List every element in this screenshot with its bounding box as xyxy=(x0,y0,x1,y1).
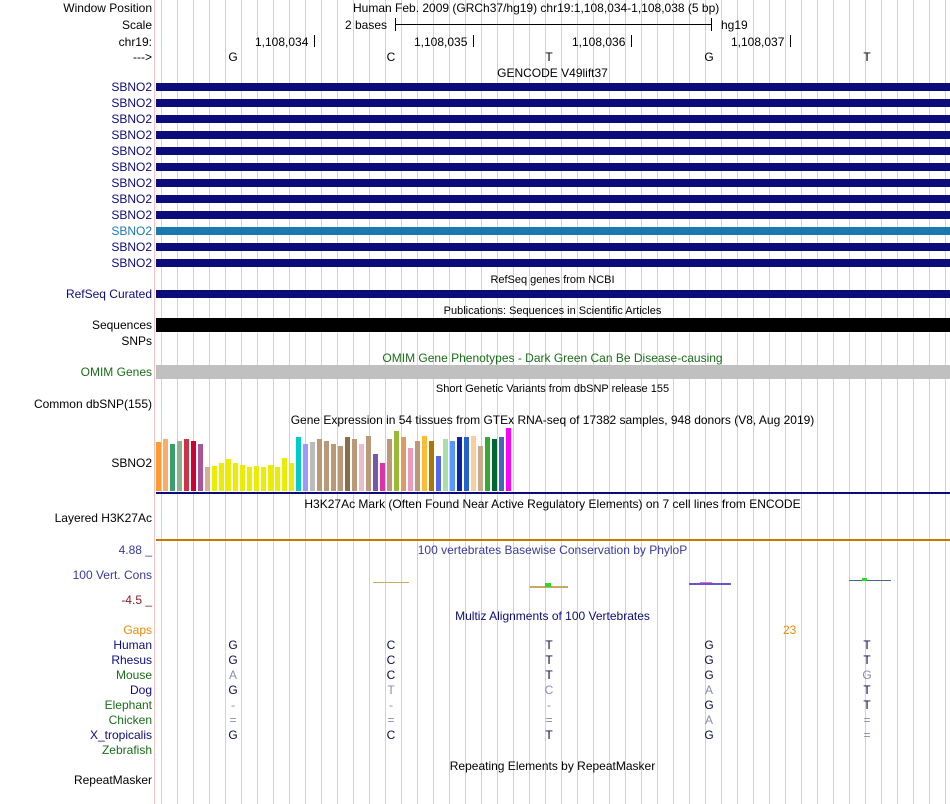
gtex-tissue-bar[interactable] xyxy=(184,439,189,491)
h3k27ac-label[interactable]: Layered H3K27Ac xyxy=(54,511,152,525)
aligned-base: T xyxy=(863,638,871,652)
gtex-chart[interactable] xyxy=(156,428,950,491)
gtex-tissue-bar[interactable] xyxy=(226,459,231,491)
gtex-tissue-bar[interactable] xyxy=(156,442,161,491)
gencode-gene-label[interactable]: SBNO2 xyxy=(111,96,152,110)
species-label[interactable]: X_tropicalis xyxy=(89,728,152,742)
gtex-tissue-bar[interactable] xyxy=(212,466,217,491)
aligned-base: = xyxy=(387,713,395,727)
scale-label: Scale xyxy=(121,18,152,32)
scale-left-text: 2 bases xyxy=(345,18,388,32)
coordinate-tick xyxy=(473,35,474,47)
gencode-transcript-bar[interactable] xyxy=(156,115,950,123)
chrom-label: chr19: xyxy=(118,35,152,49)
window-position-label: Window Position xyxy=(63,1,152,15)
gtex-tissue-bar[interactable] xyxy=(254,466,259,491)
aligned-base: G xyxy=(228,728,238,742)
scale-right-text: hg19 xyxy=(721,18,748,32)
gtex-label[interactable]: SBNO2 xyxy=(111,456,152,470)
aligned-base: - xyxy=(231,698,235,712)
gencode-transcript-bar[interactable] xyxy=(156,163,950,171)
coordinate-label: 1,108,037 xyxy=(731,35,785,49)
gtex-tissue-bar[interactable] xyxy=(296,437,301,491)
gencode-gene-label[interactable]: SBNO2 xyxy=(111,128,152,142)
gencode-transcript-bar[interactable] xyxy=(156,99,950,107)
gtex-title: Gene Expression in 54 tissues from GTEx RNA-seq of 17382 samples, 948 donors (V8, Aug 2019) xyxy=(290,413,815,427)
window-position-text: Human Feb. 2009 (GRCh37/hg19) chr19:1,108,034-1,108,038 (5 bp) xyxy=(353,1,720,15)
aligned-base: C xyxy=(386,668,396,682)
gencode-gene-label[interactable]: SBNO2 xyxy=(111,160,152,174)
gtex-tissue-bar[interactable] xyxy=(275,467,280,491)
coordinate-label: 1,108,034 xyxy=(255,35,309,49)
left-label-divider xyxy=(154,0,155,804)
aligned-base: T xyxy=(863,698,871,712)
gtex-tissue-bar[interactable] xyxy=(317,439,322,491)
aligned-base: G xyxy=(228,638,238,652)
refseq-title: RefSeq genes from NCBI xyxy=(490,274,615,286)
aligned-base: G xyxy=(228,653,238,667)
species-label[interactable]: Rhesus xyxy=(111,653,152,667)
gencode-transcript-bar[interactable] xyxy=(156,147,950,155)
aligned-base: = xyxy=(545,713,553,727)
gtex-tissue-bar[interactable] xyxy=(506,428,511,491)
gtex-tissue-bar[interactable] xyxy=(233,463,238,491)
aligned-base: A xyxy=(228,668,237,682)
aligned-base: - xyxy=(389,698,393,712)
gtex-tissue-bar[interactable] xyxy=(394,431,399,491)
gtex-tissue-bar[interactable] xyxy=(205,467,210,491)
aligned-base: - xyxy=(547,698,551,712)
scale-bar xyxy=(395,24,712,25)
aligned-base: G xyxy=(704,698,714,712)
omim-title: OMIM Gene Phenotypes - Dark Green Can Be Disease-causing xyxy=(382,351,723,365)
aligned-base: = xyxy=(863,728,871,742)
gaps-label: Gaps xyxy=(123,623,152,637)
reference-base: G xyxy=(228,50,238,64)
gtex-tissue-bar[interactable] xyxy=(464,437,469,491)
h3k27ac-baseline xyxy=(156,539,950,541)
gtex-tissue-bar[interactable] xyxy=(163,439,168,491)
gtex-tissue-bar[interactable] xyxy=(471,436,476,491)
gtex-tissue-bar[interactable] xyxy=(352,439,357,491)
gtex-tissue-bar[interactable] xyxy=(177,441,182,491)
species-label[interactable]: Human xyxy=(113,638,152,652)
reference-base: G xyxy=(704,50,714,64)
omim-label[interactable]: OMIM Genes xyxy=(80,365,152,379)
gtex-tissue-bar[interactable] xyxy=(261,467,266,491)
gtex-tissue-bar[interactable] xyxy=(429,441,434,491)
gencode-gene-label[interactable]: SBNO2 xyxy=(111,240,152,254)
gtex-tissue-bar[interactable] xyxy=(443,439,448,491)
gencode-title: GENCODE V49lift37 xyxy=(497,66,608,80)
coordinate-tick xyxy=(790,35,791,47)
gtex-tissue-bar[interactable] xyxy=(380,463,385,491)
repeatmasker-label[interactable]: RepeatMasker xyxy=(73,773,152,787)
aligned-base: C xyxy=(386,638,396,652)
aligned-base: = xyxy=(863,713,871,727)
gencode-gene-label[interactable]: SBNO2 xyxy=(111,224,152,238)
gencode-gene-label[interactable]: SBNO2 xyxy=(111,176,152,190)
coordinate-tick xyxy=(631,35,632,47)
gtex-tissue-bar[interactable] xyxy=(345,437,350,491)
gtex-tissue-bar[interactable] xyxy=(191,441,196,491)
gtex-tissue-bar[interactable] xyxy=(170,444,175,491)
aligned-base: T xyxy=(545,668,553,682)
gencode-transcript-bar[interactable] xyxy=(156,259,950,267)
multiz-title: Multiz Alignments of 100 Vertebrates xyxy=(455,609,650,623)
aligned-base: A xyxy=(704,683,713,697)
gtex-tissue-bar[interactable] xyxy=(373,454,378,491)
aligned-base: T xyxy=(387,683,395,697)
dbsnp-title: Short Genetic Variants from dbSNP release 155 xyxy=(435,383,670,395)
scale-bar-right-end xyxy=(711,18,712,31)
species-label[interactable]: Dog xyxy=(129,683,152,697)
coordinate-label: 1,108,035 xyxy=(414,35,468,49)
species-label[interactable]: Zebrafish xyxy=(101,743,152,757)
omim-feature[interactable] xyxy=(156,365,950,379)
gtex-tissue-bar[interactable] xyxy=(485,437,490,491)
gtex-tissue-bar[interactable] xyxy=(310,442,315,491)
aligned-base: C xyxy=(544,683,554,697)
snps-label[interactable]: SNPs xyxy=(121,334,152,348)
aligned-base: T xyxy=(863,653,871,667)
gtex-tissue-bar[interactable] xyxy=(198,444,203,491)
gencode-gene-label[interactable]: SBNO2 xyxy=(111,144,152,158)
aligned-base: T xyxy=(863,683,871,697)
gtex-tissue-bar[interactable] xyxy=(492,439,497,491)
gtex-tissue-bar[interactable] xyxy=(289,463,294,491)
gencode-gene-label[interactable]: SBNO2 xyxy=(111,192,152,206)
gtex-tissue-bar[interactable] xyxy=(303,444,308,491)
aligned-base: C xyxy=(386,653,396,667)
dbsnp-label[interactable]: Common dbSNP(155) xyxy=(33,397,152,411)
gtex-tissue-bar[interactable] xyxy=(401,437,406,491)
gtex-tissue-bar[interactable] xyxy=(415,441,420,491)
gencode-transcript-bar[interactable] xyxy=(156,131,950,139)
phylop-min: -4.5 _ xyxy=(121,593,152,607)
aligned-base: G xyxy=(704,728,714,742)
gtex-tissue-bar[interactable] xyxy=(247,467,252,491)
refseq-feature[interactable] xyxy=(156,290,950,298)
aligned-base: T xyxy=(545,728,553,742)
gtex-tissue-bar[interactable] xyxy=(282,458,287,491)
phylop-max: 4.88 _ xyxy=(118,543,152,557)
aligned-base: G xyxy=(704,668,714,682)
gtex-tissue-bar[interactable] xyxy=(478,446,483,491)
gencode-transcript-bar[interactable] xyxy=(156,83,950,91)
coordinate-tick xyxy=(314,35,315,47)
gencode-transcript-bar[interactable] xyxy=(156,243,950,251)
sequences-label[interactable]: Sequences xyxy=(91,318,152,332)
gtex-tissue-bar[interactable] xyxy=(450,441,455,491)
gencode-gene-label[interactable]: SBNO2 xyxy=(111,80,152,94)
gtex-tissue-bar[interactable] xyxy=(422,436,427,491)
gtex-tissue-bar[interactable] xyxy=(359,444,364,491)
aligned-base: G xyxy=(862,668,872,682)
gaps-value: 23 xyxy=(783,623,797,637)
aligned-base: G xyxy=(704,638,714,652)
aligned-base: C xyxy=(386,728,396,742)
gtex-tissue-bar[interactable] xyxy=(219,463,224,491)
reference-base: T xyxy=(545,50,553,64)
reference-base: C xyxy=(386,50,396,64)
publications-title: Publications: Sequences in Scientific Articles xyxy=(443,305,662,317)
gencode-gene-label[interactable]: SBNO2 xyxy=(111,112,152,126)
aligned-base: A xyxy=(704,713,713,727)
gencode-transcript-bar[interactable] xyxy=(156,195,950,203)
scale-bar-left-end xyxy=(395,18,396,31)
aligned-base: G xyxy=(228,683,238,697)
gtex-tissue-bar[interactable] xyxy=(240,465,245,491)
gtex-tissue-bar[interactable] xyxy=(338,446,343,491)
gtex-baseline xyxy=(156,492,950,494)
gencode-transcript-bar[interactable] xyxy=(156,227,950,235)
aligned-base: T xyxy=(545,653,553,667)
phylop-label[interactable]: 100 Vert. Cons xyxy=(72,568,152,582)
species-label[interactable]: Mouse xyxy=(115,668,152,682)
gtex-tissue-bar[interactable] xyxy=(499,437,504,491)
strand-label: ---> xyxy=(133,50,152,64)
gencode-gene-label[interactable]: SBNO2 xyxy=(111,208,152,222)
gtex-tissue-bar[interactable] xyxy=(408,448,413,491)
species-label[interactable]: Elephant xyxy=(104,698,152,712)
gtex-tissue-bar[interactable] xyxy=(331,444,336,491)
gtex-tissue-bar[interactable] xyxy=(436,456,441,491)
coordinate-label: 1,108,036 xyxy=(572,35,626,49)
publications-feature[interactable] xyxy=(156,318,950,332)
gencode-transcript-bar[interactable] xyxy=(156,211,950,219)
aligned-base: G xyxy=(704,653,714,667)
reference-base: T xyxy=(863,50,871,64)
phylop-title: 100 vertebrates Basewise Conservation by PhyloP xyxy=(417,543,688,557)
gtex-tissue-bar[interactable] xyxy=(268,465,273,491)
gencode-gene-label[interactable]: SBNO2 xyxy=(111,256,152,270)
repeatmasker-title: Repeating Elements by RepeatMasker xyxy=(449,759,656,773)
h3k27ac-title: H3K27Ac Mark (Often Found Near Active Regulatory Elements) on 7 cell lines from ENCODE xyxy=(304,497,801,511)
gtex-tissue-bar[interactable] xyxy=(387,439,392,491)
gtex-tissue-bar[interactable] xyxy=(324,441,329,491)
refseq-label[interactable]: RefSeq Curated xyxy=(65,287,152,301)
gtex-tissue-bar[interactable] xyxy=(457,437,462,491)
gencode-transcript-bar[interactable] xyxy=(156,179,950,187)
aligned-base: T xyxy=(545,638,553,652)
aligned-base: = xyxy=(229,713,237,727)
species-label[interactable]: Chicken xyxy=(108,713,152,727)
gtex-tissue-bar[interactable] xyxy=(366,436,371,491)
